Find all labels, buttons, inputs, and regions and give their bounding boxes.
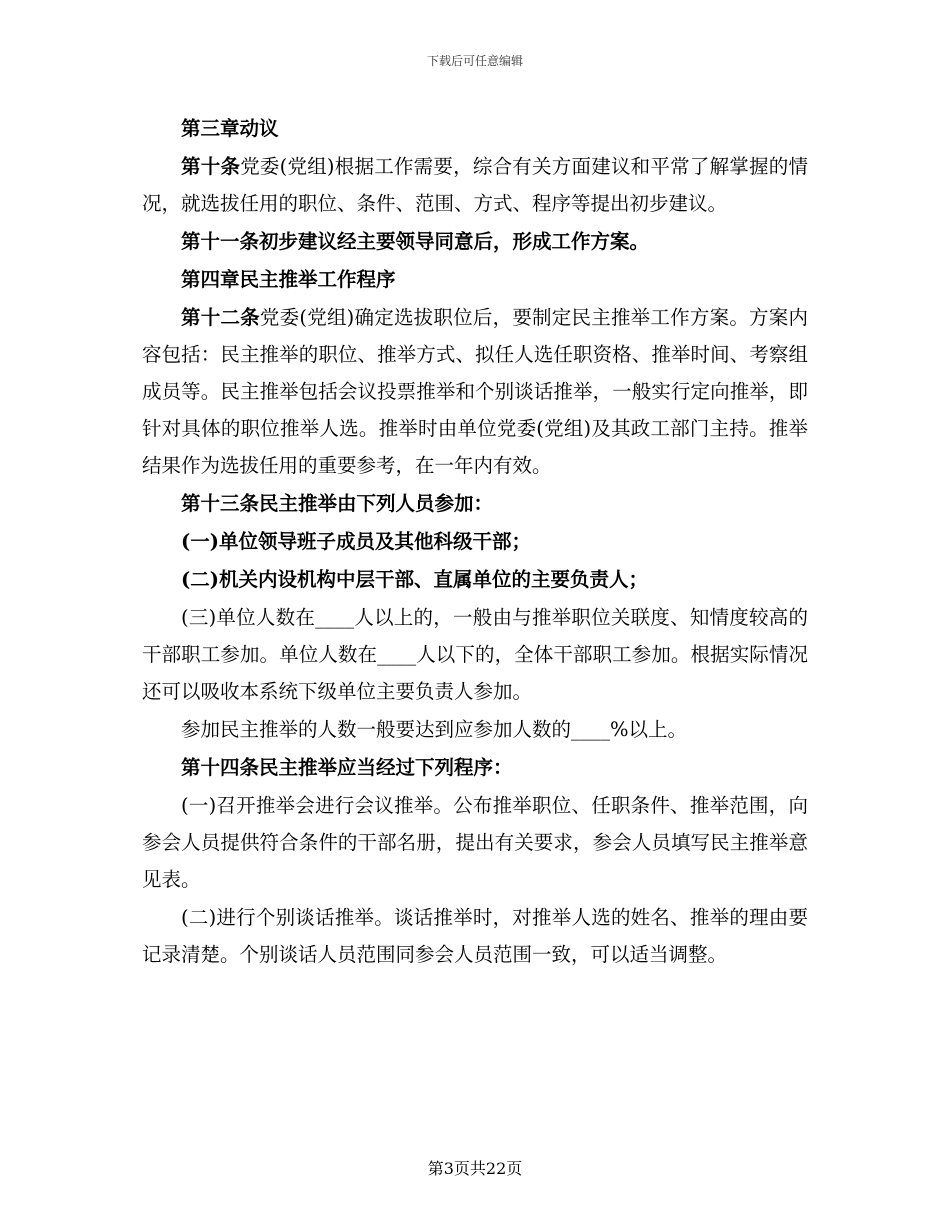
para-body: 党委(党组)根据工作需要，综合有关方面建议和平常了解掌握的情况，就选拔任用的职位、条件、范围、方式、程序等提出初步建议。 xyxy=(142,155,808,215)
para-lead: 第十四条民主推举应当经过下列程序： xyxy=(181,756,513,779)
article-13-participation-rate xyxy=(142,711,808,748)
para-lead: 第三章动议 xyxy=(181,117,279,140)
para-lead: 第十条 xyxy=(181,155,241,178)
para-body: (三)单位人数在____人以上的，一般由与推举职位关联度、知情度较高的干部职工参加。单位人数在____人以下的，全体干部职工参加。根据实际情况还可以吸收本系统下级单位主要负责人参加。 xyxy=(142,606,808,703)
article-14-item-2 xyxy=(142,899,808,973)
document-body xyxy=(142,110,808,973)
chapter-4-heading xyxy=(142,261,808,298)
para-lead: 第十一条初步建议经主要领导同意后，形成工作方案。 xyxy=(181,230,650,253)
para-lead: 第四章民主推举工作程序 xyxy=(181,268,396,291)
article-13 xyxy=(142,485,808,522)
article-11 xyxy=(142,223,808,260)
article-12 xyxy=(142,299,808,484)
article-13-item-3 xyxy=(142,599,808,710)
article-10 xyxy=(142,148,808,222)
page-header: 下载后可任意编辑 xyxy=(426,54,523,68)
para-lead: 第十三条民主推举由下列人员参加： xyxy=(181,492,494,515)
article-13-item-2 xyxy=(142,561,808,598)
para-body: (一)召开推举会进行会议推举。公布推举职位、任职条件、推举范围，向参会人员提供符合条件的干部名册，提出有关要求，参会人员填写民主推举意见表。 xyxy=(142,794,808,891)
page-number: 第3页共22页 xyxy=(427,1159,523,1178)
article-14 xyxy=(142,749,808,786)
para-lead: (二)机关内设机构中层干部、直属单位的主要负责人； xyxy=(181,568,648,591)
article-14-item-1 xyxy=(142,787,808,898)
chapter-3-heading xyxy=(142,110,808,147)
para-body: 党委(党组)确定选拔职位后，要制定民主推举工作方案。方案内容包括：民主推举的职位、推举方式、拟任人选任职资格、推举时间、考察组成员等。民主推举包括会议投票推举和个别谈话推举，一般实行定向推举，即针对具体的职位推举人选。推举时由单位党委(党组)及其政工部门主持。推举结果作为选拔任用的重要参考，在一年内有效。 xyxy=(142,306,808,477)
para-lead: 第十二条 xyxy=(181,306,260,329)
article-13-item-1 xyxy=(142,523,808,560)
para-lead: (一)单位领导班子成员及其他科级干部； xyxy=(181,530,531,553)
para-body: (二)进行个别谈话推举。谈话推举时，对推举人选的姓名、推举的理由要记录清楚。个别谈话人员范围同参会人员范围一致，可以适当调整。 xyxy=(142,906,808,966)
para-body: 参加民主推举的人数一般要达到应参加人数的____%以上。 xyxy=(181,718,688,741)
